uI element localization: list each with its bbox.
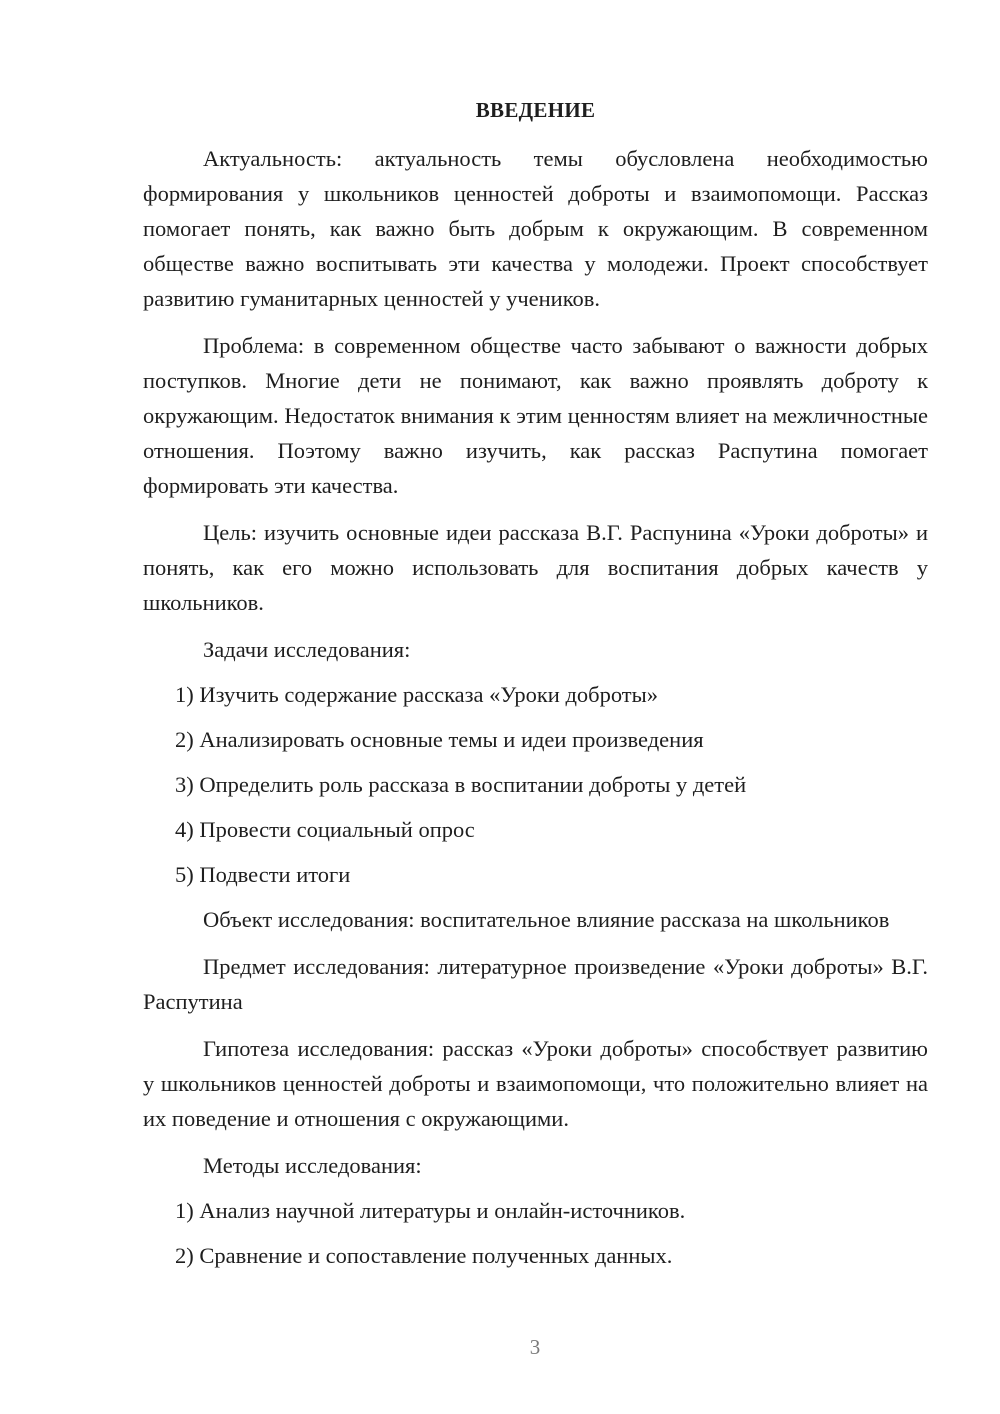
methods-intro: Методы исследования:: [203, 1153, 422, 1178]
relevance-paragraph: Актуальность: актуальность темы обусловлена необходимостью формирования у школьников ценностей доброты и взаимопомощи. Рассказ помогает понять, как важно быть добрым к окружающим. В современном обществе важно воспитывать эти качества у молодежи. Проект способствует развитию гуманитарных ценностей у учеников.: [143, 146, 928, 311]
subject-paragraph: Предмет исследования: литературное произведение «Уроки доброты» В.Г. Распутина: [143, 954, 928, 1014]
task-item: 1) Изучить содержание рассказа «Уроки доброты»: [175, 682, 658, 707]
task-item: 2) Анализировать основные темы и идеи произведения: [175, 727, 704, 752]
tasks-list: [143, 677, 928, 892]
goal-paragraph: Цель: изучить основные идеи рассказа В.Г. Распунина «Уроки доброты» и понять, как его можно использовать для воспитания добрых качеств у школьников.: [143, 520, 928, 615]
task-item: 5) Подвести итоги: [175, 862, 351, 887]
document-page: [143, 95, 928, 1283]
tasks-intro: Задачи исследования:: [203, 637, 411, 662]
section-heading: ВВЕДЕНИЕ: [475, 98, 596, 122]
task-item: 3) Определить роль рассказа в воспитании доброты у детей: [175, 772, 747, 797]
problem-paragraph: Проблема: в современном обществе часто забывают о важности добрых поступков. Многие дети не понимают, как важно проявлять доброту к окружающим. Недостаток внимания к этим ценностям влияет на межличностные отношения. Поэтому важно изучить, как рассказ Распутина помогает формировать эти качества.: [143, 333, 928, 498]
task-item: 4) Провести социальный опрос: [175, 817, 475, 842]
hypothesis-paragraph: Гипотеза исследования: рассказ «Уроки доброты» способствует развитию у школьников ценностей доброты и взаимопомощи, что положительно влияет на их поведение и отношения с окружающими.: [143, 1036, 928, 1131]
object-paragraph: Объект исследования: воспитательное влияние рассказа на школьников: [203, 907, 890, 932]
method-item: 1) Анализ научной литературы и онлайн-источников.: [175, 1198, 686, 1223]
methods-list: [143, 1193, 928, 1273]
method-item: 2) Сравнение и сопоставление полученных данных.: [175, 1243, 673, 1268]
page-number: 3: [529, 1335, 541, 1359]
